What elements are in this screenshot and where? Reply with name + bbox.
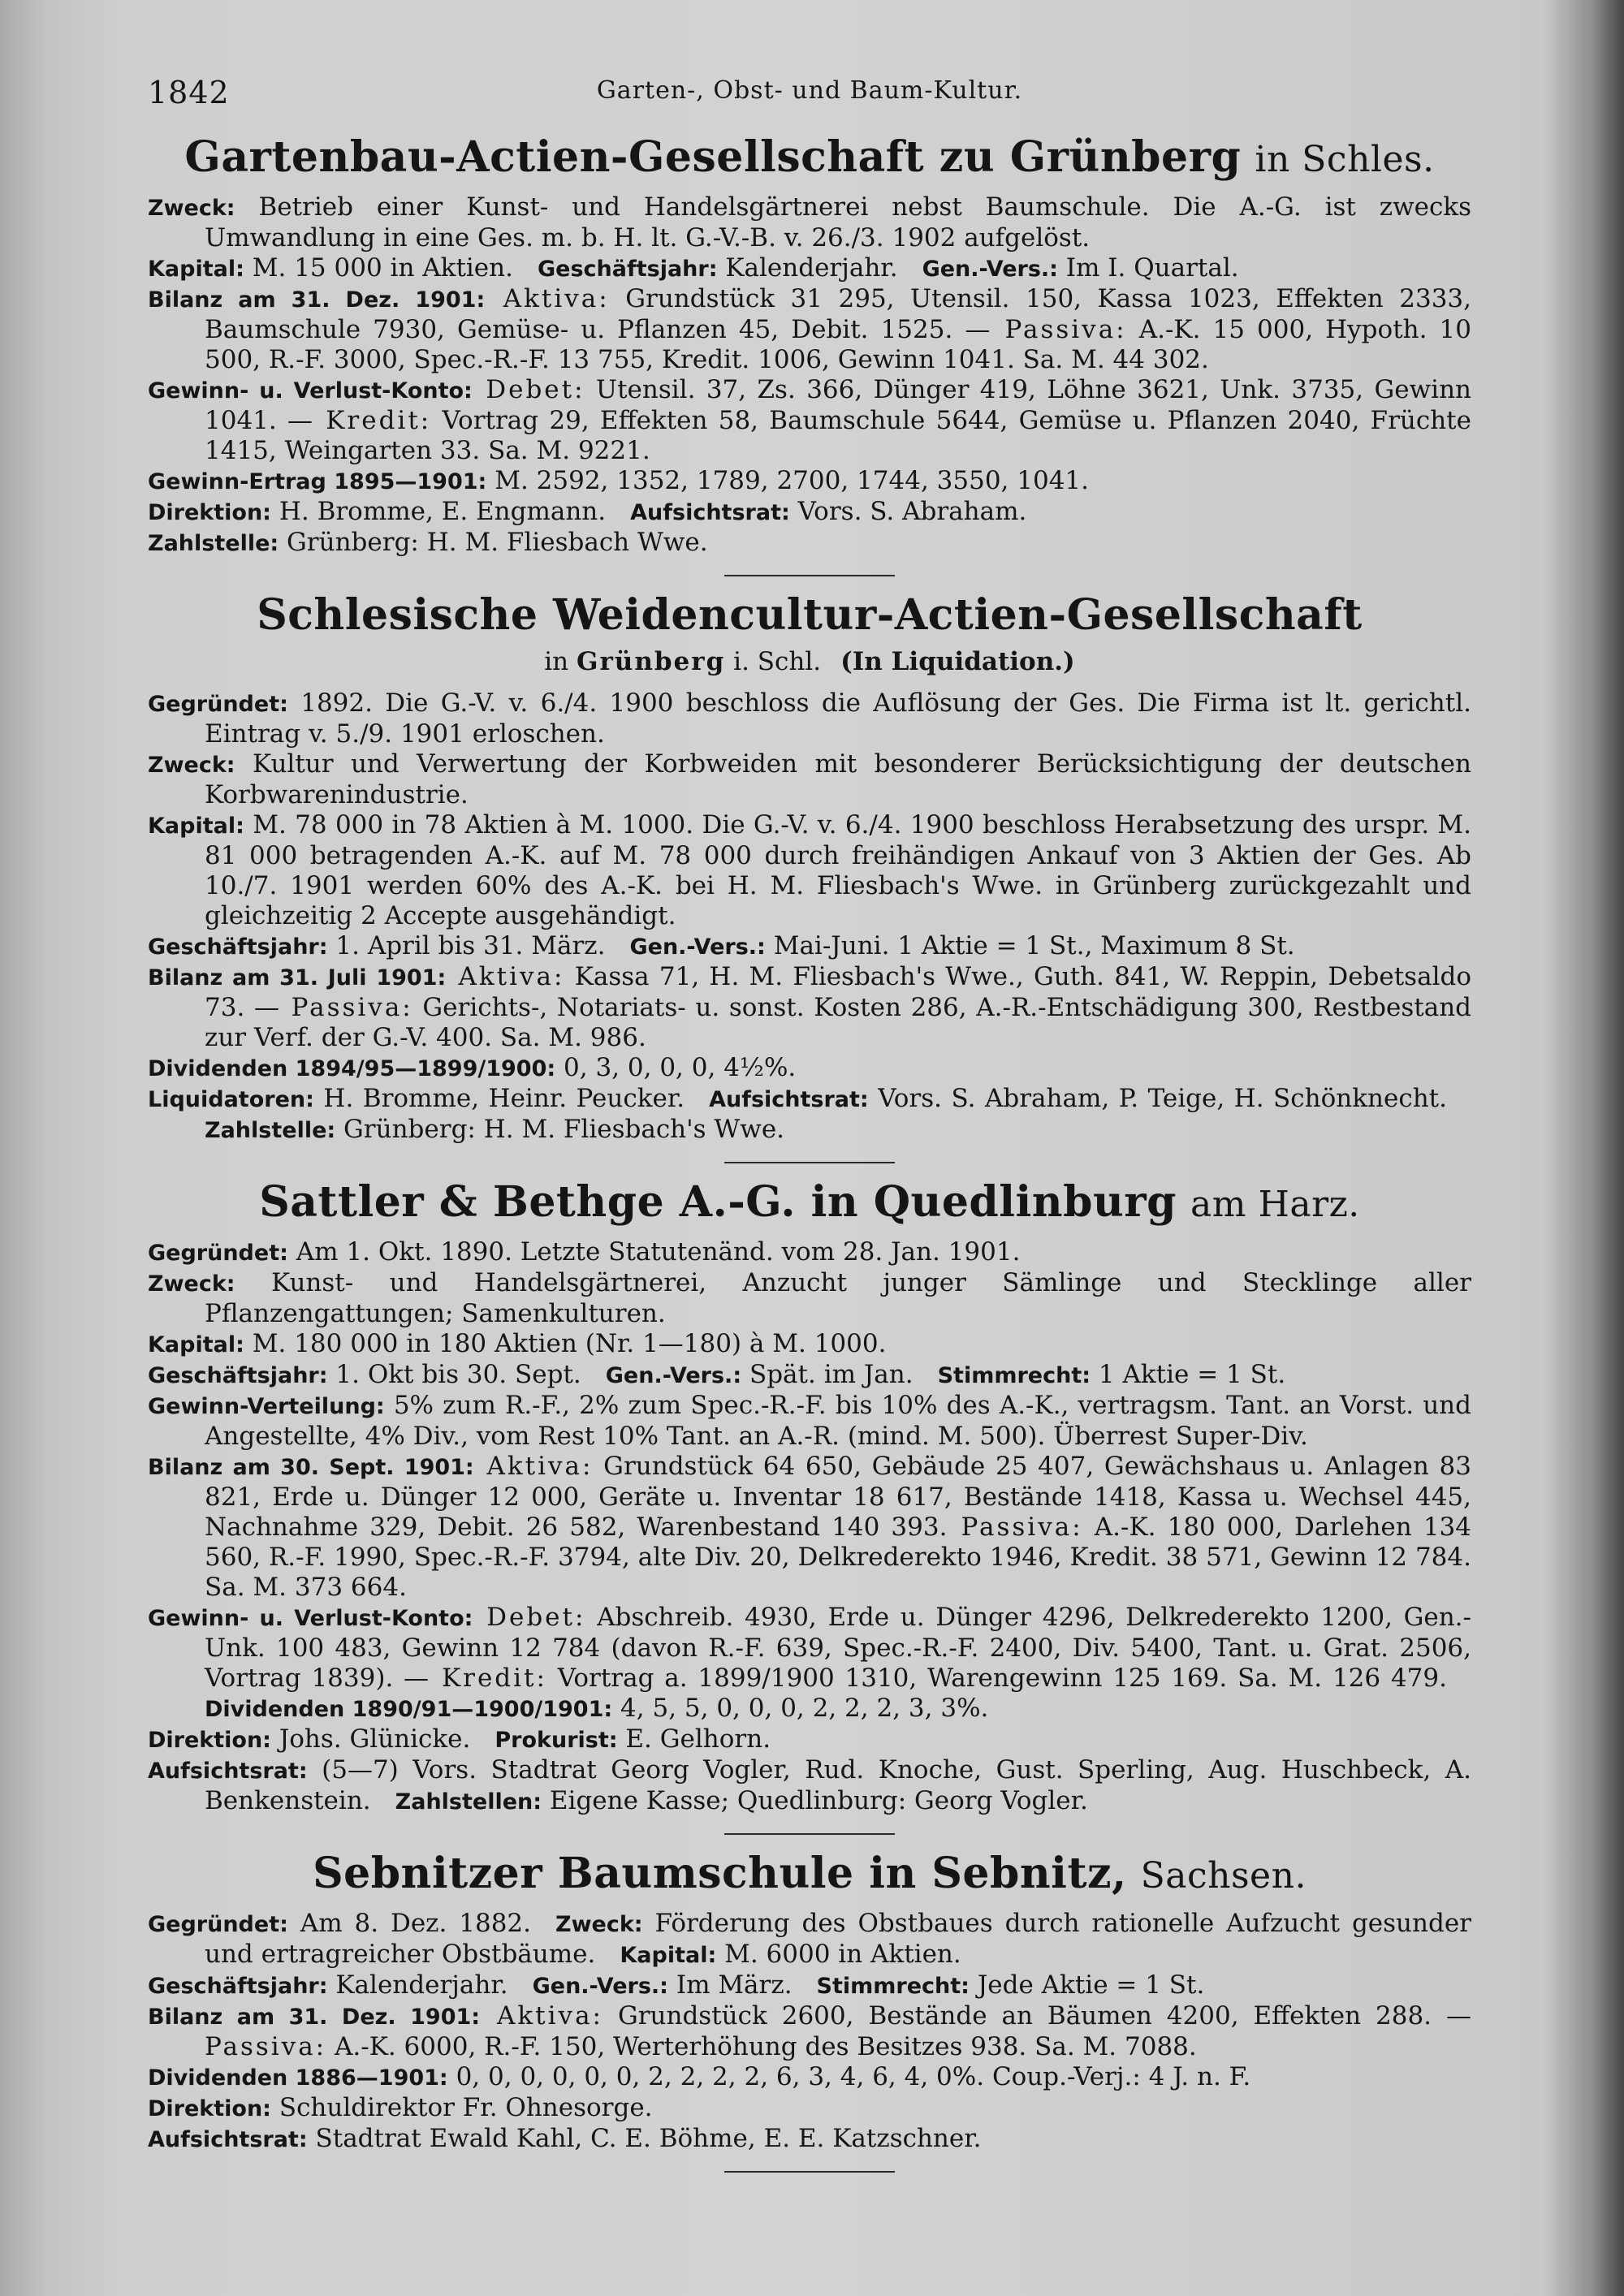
field-value: Abschreib. 4930, Erde u. Dünger 4296, Delkrederekto 1200, Gen.-Unk. 100 483, Gewinn 12 784 (davon R.-F. 639, Spec.-R.-F. 2400, Div. 5400, Tant. u. Grat. 2506, Vortrag 1839). — xyxy=(205,1603,1472,1693)
field-label: Bilanz am 31. Dez. 1901: xyxy=(148,287,486,313)
field-label: Liquidatoren: xyxy=(148,1087,314,1112)
entry-paragraph xyxy=(148,1755,1471,1817)
field-value: 1 Aktie = 1 St. xyxy=(1091,1360,1286,1389)
field-label: Gen.-Vers.: xyxy=(922,257,1058,282)
entry-paragraph xyxy=(148,749,1471,810)
field-value: Vortrag 29, Effekten 58, Baumschule 5644, Gemüse u. Pflanzen 2040, Früchte 1415, Weingarten 33. Sa. M. 9221. xyxy=(205,406,1471,465)
entry-paragraph xyxy=(148,1268,1471,1329)
field-value: Eigene Kasse; Quedlinburg: Georg Vogler. xyxy=(542,1786,1088,1815)
field-value: M. 78 000 in 78 Aktien à M. 1000. Die G.-V. v. 6./4. 1900 beschloss Herabsetzung des urspr. M. 81 000 betragenden A.-K. auf M. 78 000 durch freihändigen Ankauf von 3 Aktien der Ges. Ab 10./7. 1901 werden 60% des A.-K. bei H. M. Fliesbach's Wwe. in Grünberg zurückgezahlt und gleichzeitig 2 Accepte ausgehändigt. xyxy=(205,810,1471,930)
separator-rule xyxy=(724,575,895,576)
entry-paragraph xyxy=(148,1724,1471,1755)
entry-paragraph xyxy=(148,1391,1471,1452)
field-label: Aufsichtsrat: xyxy=(148,1759,308,1784)
entry-paragraph xyxy=(148,1970,1471,2001)
field-label: Aufsichtsrat: xyxy=(148,2127,308,2152)
field-value: Gerichts-, Notariats- u. sonst. Kosten 286, A.-R.-Entschädigung 300, Restbestand zur Verf. der G.-V. 400. Sa. M. 986. xyxy=(205,993,1472,1052)
entry-paragraph xyxy=(148,962,1471,1053)
field-label: Zweck: xyxy=(148,753,235,778)
field-label: Gewinn-Ertrag 1895—1901: xyxy=(148,469,487,494)
field-label: Aufsichtsrat: xyxy=(709,1087,869,1112)
field-value: Schuldirektor Fr. Ohnesorge. xyxy=(270,2093,653,2122)
field-value: 1. April bis 31. März. xyxy=(327,931,606,960)
liquidation-note: (In Liquidation.) xyxy=(840,647,1075,676)
field-label: Gen.-Vers.: xyxy=(629,934,766,960)
field-label: Gen.-Vers.: xyxy=(532,1974,668,1999)
field-label: Kapital: xyxy=(620,1943,717,1968)
field-value: E. Gelhorn. xyxy=(617,1724,771,1754)
field-value: Kalenderjahr. xyxy=(717,253,898,283)
company-subtitle xyxy=(148,646,1471,677)
company-entries xyxy=(148,132,1471,2173)
entry-paragraph xyxy=(148,1909,1471,1970)
company-location: Sachsen. xyxy=(1140,1855,1307,1897)
field-value: Förderung des Obstbaues durch rationelle Aufzucht gesunder und ertragreicher Obstbäume. xyxy=(205,1909,1471,1969)
field-label: Kapital: xyxy=(148,1332,244,1357)
field-value: Am 8. Dez. 1882. xyxy=(287,1909,532,1938)
account-side-label: Aktiva: xyxy=(473,1452,594,1481)
account-side-label: Passiva: xyxy=(947,1513,1083,1542)
separator-rule xyxy=(724,1162,895,1163)
field-label: Geschäftsjahr: xyxy=(148,934,328,960)
entry-paragraph xyxy=(148,2001,1471,2062)
company-name: Gartenbau-Actien-Gesellschaft zu Grünberg xyxy=(184,132,1242,182)
field-label: Geschäftsjahr: xyxy=(148,1974,328,1999)
entry-paragraph xyxy=(148,688,1471,749)
field-value: Grünberg: H. M. Fliesbach's Wwe. xyxy=(335,1115,785,1144)
entry-paragraph xyxy=(148,528,1471,559)
field-label: Bilanz am 31. Dez. 1901: xyxy=(148,2005,481,2030)
company-name: Sattler & Bethge A.-G. in Quedlinburg xyxy=(259,1177,1177,1227)
field-value: Grundstück 2600, Bestände an Bäumen 4200, Effekten 288. — xyxy=(603,2001,1471,2031)
field-label: Geschäftsjahr: xyxy=(537,257,718,282)
entry-paragraph xyxy=(148,810,1471,931)
field-value: Kultur und Verwertung der Korbweiden mit besonderer Berücksichtigung der deutschen Korbwarenindustrie. xyxy=(205,749,1471,809)
company-location: in Schles. xyxy=(1255,139,1435,180)
account-side-label: Debet: xyxy=(473,1603,586,1632)
subtitle-prefix: in xyxy=(544,647,569,676)
account-side-label: Aktiva: xyxy=(485,284,610,313)
entry-paragraph xyxy=(148,1452,1471,1603)
field-value: Johs. Glünicke. xyxy=(270,1724,471,1754)
entry-paragraph xyxy=(148,497,1471,528)
account-side-label: Kredit: xyxy=(429,1664,547,1693)
entry-paragraph xyxy=(148,1084,1471,1146)
field-label: Gegründet: xyxy=(148,1912,288,1937)
field-label: Dividenden 1890/91—1900/1901: xyxy=(205,1697,613,1722)
entry-paragraph xyxy=(148,375,1471,466)
field-value: 0, 0, 0, 0, 0, 0, 2, 2, 2, 2, 6, 3, 4, 6, 4, 0%. Coup.-Verj.: 4 J. n. F. xyxy=(447,2062,1251,2091)
entry-paragraph xyxy=(148,1053,1471,1084)
field-label: Kapital: xyxy=(148,814,244,839)
field-label: Prokurist: xyxy=(495,1728,618,1753)
field-value: Grundstück 31 295, Utensil. 150, Kassa 1023, Effekten 2333, Baumschule 7930, Gemüse- u. Pflanzen 45, Debit. 1525. — xyxy=(205,284,1471,344)
field-label: Zahlstelle: xyxy=(205,1118,336,1143)
company-title xyxy=(148,132,1471,186)
account-side-label: Passiva: xyxy=(990,315,1127,344)
entry-paragraph xyxy=(148,1329,1471,1360)
field-value: 5% zum R.-F., 2% zum Spec.-R.-F. bis 10% des A.-K., vertragsm. Tant. an Vorst. und Angestellte, 4% Div., vom Rest 10% Tant. an A.-R. (mind. M. 500). Überrest Super-Div. xyxy=(205,1391,1471,1451)
field-label: Zahlstelle: xyxy=(148,531,279,556)
field-label: Dividenden 1886—1901: xyxy=(148,2065,448,2091)
field-value: Kunst- und Handelsgärtnerei, Anzucht junger Sämlinge und Stecklinge aller Pflanzengattungen; Samenkulturen. xyxy=(205,1268,1471,1328)
binding-shadow xyxy=(1593,0,1624,2296)
field-value: 1892. Die G.-V. v. 6./4. 1900 beschloss die Auflösung der Ges. Die Firma ist lt. gerichtl. Eintrag v. 5./9. 1901 erloschen. xyxy=(205,688,1471,749)
subtitle-rest: i. Schl. xyxy=(733,647,822,676)
entry-paragraph xyxy=(148,2124,1471,2155)
separator-rule xyxy=(724,1833,895,1835)
field-value: Vortrag a. 1899/1900 1310, Warengewinn 125 169. Sa. M. 126 479. xyxy=(546,1664,1447,1693)
company-name: Sebnitzer Baumschule in Sebnitz, xyxy=(313,1849,1127,1898)
field-value: Am 1. Okt. 1890. Letzte Statutenänd. vom 28. Jan. 1901. xyxy=(287,1237,1021,1267)
field-value: M. 180 000 in 180 Aktien (Nr. 1—180) à M. 1000. xyxy=(244,1329,887,1358)
entry-paragraph xyxy=(148,284,1471,375)
company-location: am Harz. xyxy=(1190,1184,1360,1225)
field-value: Im März. xyxy=(667,1970,793,2000)
field-label: Geschäftsjahr: xyxy=(148,1363,328,1388)
account-side-label: Aktiva: xyxy=(480,2001,603,2031)
field-value: A.-K. 15 000, Hypoth. 10 500, R.-F. 3000, Spec.-R.-F. 13 755, Kredit. 1006, Gewinn 1041. Sa. M. 44 302. xyxy=(205,315,1471,374)
entry-paragraph xyxy=(148,1237,1471,1268)
field-label: Gegründet: xyxy=(148,1241,288,1266)
field-label: Gewinn-Verteilung: xyxy=(148,1394,385,1419)
separator-rule xyxy=(724,2171,895,2173)
field-value: Im I. Quartal. xyxy=(1057,253,1239,283)
field-value: Vors. S. Abraham. xyxy=(789,497,1027,526)
field-label: Stimmrecht: xyxy=(937,1363,1091,1388)
field-label: Zweck: xyxy=(148,196,235,221)
field-value: 0, 3, 0, 0, 0, 4½%. xyxy=(555,1053,797,1082)
account-side-label: Aktiva: xyxy=(446,962,565,991)
company-title xyxy=(148,1848,1471,1902)
account-side-label: Passiva: xyxy=(279,993,413,1022)
field-value: Betrieb einer Kunst- und Handelsgärtnerei nebst Baumschule. Die A.-G. ist zwecks Umwandlung in eine Ges. m. b. H. lt. G.-V.-B. v. 26./3. 1902 aufgelöst. xyxy=(205,192,1471,252)
field-value: 4, 5, 5, 0, 0, 0, 2, 2, 2, 3, 3%. xyxy=(612,1694,989,1723)
field-value: Jede Aktie = 1 St. xyxy=(969,1970,1205,2000)
field-value: M. 15 000 in Aktien. xyxy=(244,253,513,283)
entry-paragraph xyxy=(148,253,1471,284)
running-title: Garten-, Obst- und Baum-Kultur. xyxy=(596,76,1023,105)
entry-paragraph xyxy=(148,1360,1471,1391)
field-label: Stimmrecht: xyxy=(816,1974,970,1999)
field-label: Zweck: xyxy=(148,1271,235,1297)
field-label: Aufsichtsrat: xyxy=(630,500,790,525)
field-value: Grundstück 64 650, Gebäude 25 407, Gewächshaus u. Anlagen 83 821, Erde u. Dünger 12 000, Geräte u. Inventar 18 617, Bestände 1418, Kassa u. Wechsel 445, Nachnahme 329, Debit. 26 582, Warenbestand 140 393. xyxy=(205,1452,1471,1542)
field-label: Dividenden 1894/95—1899/1900: xyxy=(148,1056,556,1081)
field-value: 1. Okt bis 30. Sept. xyxy=(327,1360,581,1389)
field-label: Gewinn- u. Verlust-Konto: xyxy=(148,1606,473,1631)
field-value: Stadtrat Ewald Kahl, C. E. Böhme, E. E. Katzschner. xyxy=(307,2124,982,2153)
field-label: Gen.-Vers.: xyxy=(605,1363,742,1388)
field-value: A.-K. 6000, R.-F. 150, Werterhöhung des Besitzes 938. Sa. M. 7088. xyxy=(326,2032,1197,2061)
company-name: Schlesische Weidencultur-Actien-Gesellschaft xyxy=(257,590,1363,640)
field-value: A.-K. 180 000, Darlehen 134 560, R.-F. 1990, Spec.-R.-F. 3794, alte Div. 20, Delkrederekto 1946, Kredit. 38 571, Gewinn 12 784. Sa. M. 373 664. xyxy=(205,1513,1471,1602)
field-value: M. 6000 in Aktien. xyxy=(716,1940,961,1969)
account-side-label: Kredit: xyxy=(313,406,432,435)
field-label: Direktion: xyxy=(148,1728,271,1753)
running-head xyxy=(148,70,1471,119)
entry-paragraph xyxy=(148,931,1471,962)
field-value: M. 2592, 1352, 1789, 2700, 1744, 3550, 1041. xyxy=(486,466,1089,495)
company-title xyxy=(148,589,1471,641)
field-value: Utensil. 37, Zs. 366, Dünger 419, Löhne 3621, Unk. 3735, Gewinn 1041. — xyxy=(205,375,1472,435)
field-value: (5—7) Vors. Stadtrat Georg Vogler, Rud. Knoche, Gust. Sperling, Aug. Huschbeck, A. Benkenstein. xyxy=(205,1755,1471,1815)
field-value: Kalenderjahr. xyxy=(327,1970,508,2000)
field-label: Direktion: xyxy=(148,2096,271,2121)
page-number: 1842 xyxy=(148,75,230,110)
field-value: Kassa 71, H. M. Fliesbach's Wwe., Guth. 841, W. Reppin, Debetsaldo 73. — xyxy=(205,962,1471,1022)
field-label: Bilanz am 30. Sept. 1901: xyxy=(148,1455,474,1480)
field-label: Zweck: xyxy=(555,1912,643,1937)
field-value: Grünberg: H. M. Fliesbach Wwe. xyxy=(279,528,708,557)
field-label: Zahlstellen: xyxy=(395,1789,542,1815)
entry-paragraph xyxy=(148,2093,1471,2124)
field-label: Direktion: xyxy=(148,500,271,525)
entry-paragraph xyxy=(148,2062,1471,2093)
field-label: Gewinn- u. Verlust-Konto: xyxy=(148,378,473,404)
subtitle-city: Grünberg xyxy=(577,647,726,676)
company-title xyxy=(148,1176,1471,1231)
entry-paragraph xyxy=(148,192,1471,253)
account-side-label: Debet: xyxy=(472,375,585,404)
entry-paragraph xyxy=(148,1603,1471,1724)
field-value: H. Bromme, E. Engmann. xyxy=(270,497,607,526)
field-value: H. Bromme, Heinr. Peucker. xyxy=(313,1084,685,1113)
field-label: Kapital: xyxy=(148,257,244,282)
field-value: Mai-Juni. 1 Aktie = 1 St., Maximum 8 St. xyxy=(765,931,1295,960)
field-label: Gegründet: xyxy=(148,692,288,717)
field-value: Vors. S. Abraham, P. Teige, H. Schönknecht. xyxy=(868,1084,1447,1113)
field-value: Spät. im Jan. xyxy=(741,1360,914,1389)
field-label: Bilanz am 31. Juli 1901: xyxy=(148,965,447,990)
page-content xyxy=(148,70,1471,2186)
entry-paragraph xyxy=(148,466,1471,497)
account-side-label: Passiva: xyxy=(205,2032,327,2061)
